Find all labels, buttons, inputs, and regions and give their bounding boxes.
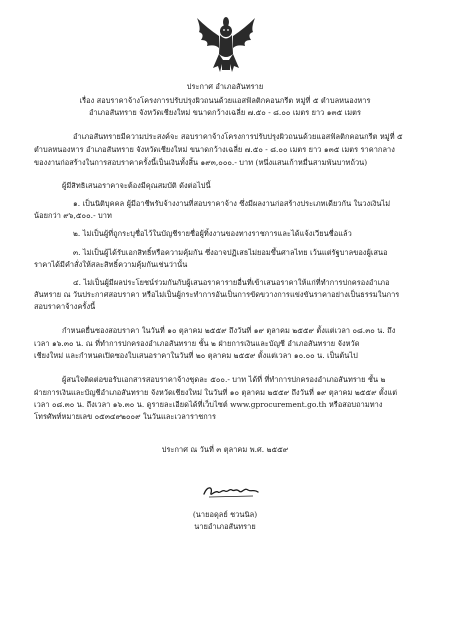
qualification-line: น้อยกว่า ๙๖,๕๐๐.- บาท xyxy=(34,211,112,220)
garuda-emblem-icon xyxy=(195,14,257,74)
qualification-line: ๑. เป็นนิติบุคคล ผู้มีอาชีพรับจ้างงานที่สอบราคาจ้าง ซึ่งมีผลงานก่อสร้างประเภทเดียวกัน ในวงเงินไม่ xyxy=(73,199,391,208)
signature-icon xyxy=(201,480,261,502)
qualification-line: ราคาได้มีคำสั่งให้สละสิทธิ์ความคุ้มกันเช่นว่านั้น xyxy=(34,260,188,269)
signer-title: นายอำเภอสันทราย xyxy=(194,522,256,531)
submission-line: เชียงใหม่ และกำหนดเปิดซองใบเสนอราคาในวันที่ ๒๐ ตุลาคม ๒๕๕๙ ตั้งแต่เวลา ๑๐.๐๐ น. เป็นต้นไป xyxy=(34,351,358,360)
submission-line: เวลา ๑๖.๓๐ น. ณ ที่ทำการปกครองอำเภอสันทราย ชั้น ๒ ฝ่ายการเงินและบัญชี อำเภอสันทราย จังหวัด xyxy=(34,339,360,348)
body-line: ของงานก่อสร้างในการสอบราคาครั้งนี้เป็นเงินทั้งสิ้น ๑๙๓,๐๐๐.- บาท (หนึ่งแสนเก้าหมื่นสามพันบาทถ้วน) xyxy=(34,158,368,167)
submission-line: กำหนดยื่นซองสอบราคา ในวันที่ ๑๐ ตุลาคม ๒๕๕๙ ถึงวันที่ ๑๙ ตุลาคม ๒๕๕๙ ตั้งแต่เวลา ๐๘.๓๐ น. ถึง xyxy=(62,326,396,335)
qualification-line: ๒. ไม่เป็นผู้ที่ถูกระบุชื่อไว้ในบัญชีรายชื่อผู้ทิ้งงานของทางราชการและได้แจ้งเวียนชื่อแล้ว xyxy=(73,229,352,238)
subject-line: เรื่อง สอบราคาจ้างโครงการปรับปรุงผิวถนนด้วยแอสฟัลติกคอนกรีต หมู่ที่ ๕ ตำบลหนองหาร xyxy=(79,96,371,105)
body-line: ตำบลหนองหาร อำเภอสันทราย จังหวัดเชียงใหม่ ขนาดกว้างเฉลี่ย ๗.๕๐ - ๘.๐๐ เมตร ยาว ๑๓๕ เมตร ราคากลาง xyxy=(34,145,395,154)
document-purchase-line: ผู้สนใจติดต่อขอรับเอกสารสอบราคาจ้างชุดละ ๕๐๐.- บาท ได้ที่ ที่ทำการปกครองอำเภอสันทราย ชั้น ๒ xyxy=(62,375,386,384)
qualification-line: ๓. ไม่เป็นผู้ได้รับเอกสิทธิ์หรือความคุ้มกัน ซึ่งอาจปฏิเสธไม่ยอมขึ้นศาลไทย เว้นแต่รัฐบาลของผู้เสนอ xyxy=(73,248,388,257)
announcement-date: ประกาศ ณ วันที่ ๓ ตุลาคม พ.ศ. ๒๕๕๙ xyxy=(161,445,289,454)
qualification-line: ๔. ไม่เป็นผู้มีผลประโยชน์ร่วมกันกับผู้เสนอราคารายอื่นที่เข้าเสนอราคาให้แก่ที่ทำการปกครองอำเภอ xyxy=(73,278,390,287)
qualification-heading: ผู้มีสิทธิเสนอราคาจะต้องมีคุณสมบัติ ดังต่อไปนี้ xyxy=(62,181,211,190)
announcement-header: ประกาศ อำเภอสันทราย xyxy=(186,82,264,91)
qualification-line: สอบราคาจ้างครั้งนี้ xyxy=(34,302,96,311)
qualification-line: สันทราย ณ วันประกาศสอบราคา หรือไม่เป็นผู้กระทำการอันเป็นการขัดขวางการแข่งขันราคาอย่างเป็นธรรมในการ xyxy=(34,290,400,299)
signer-name: (นายอดุลย์ ชวนนิล) xyxy=(192,510,258,519)
document-purchase-line: โทรศัพท์หมายเลข ๐๕๓๔๙๒๐๐๙ ในวันและเวลาราชการ xyxy=(34,412,217,421)
document-purchase-line: ฝ่ายการเงินและบัญชีอำเภอสันทราย จังหวัดเชียงใหม่ ในวันที่ ๑๐ ตุลาคม ๒๕๕๙ ถึงวันที่ ๑๙ ตุลาคม ๒๕๕๙ ตั้งแต่ xyxy=(34,388,398,397)
body-line: อำเภอสันทรายมีความประสงค์จะ สอบราคาจ้างโครงการปรับปรุงผิวถนนด้วยแอสฟัลติกคอนกรีต หมู่ที่ ๕ xyxy=(73,132,403,141)
subject-line: อำเภอสันทราย จังหวัดเชียงใหม่ ขนาดกว้างเฉลี่ย ๗.๕๐ - ๘.๐๐ เมตร ยาว ๑๓๕ เมตร xyxy=(88,108,362,117)
document-purchase-line: เวลา ๐๘.๓๐ น. ถึงเวลา ๑๖.๓๐ น. ดูรายละเอียดได้ที่เว็บไซต์ www.gprocurement.go.th หรือสอบถามทาง xyxy=(34,400,383,409)
